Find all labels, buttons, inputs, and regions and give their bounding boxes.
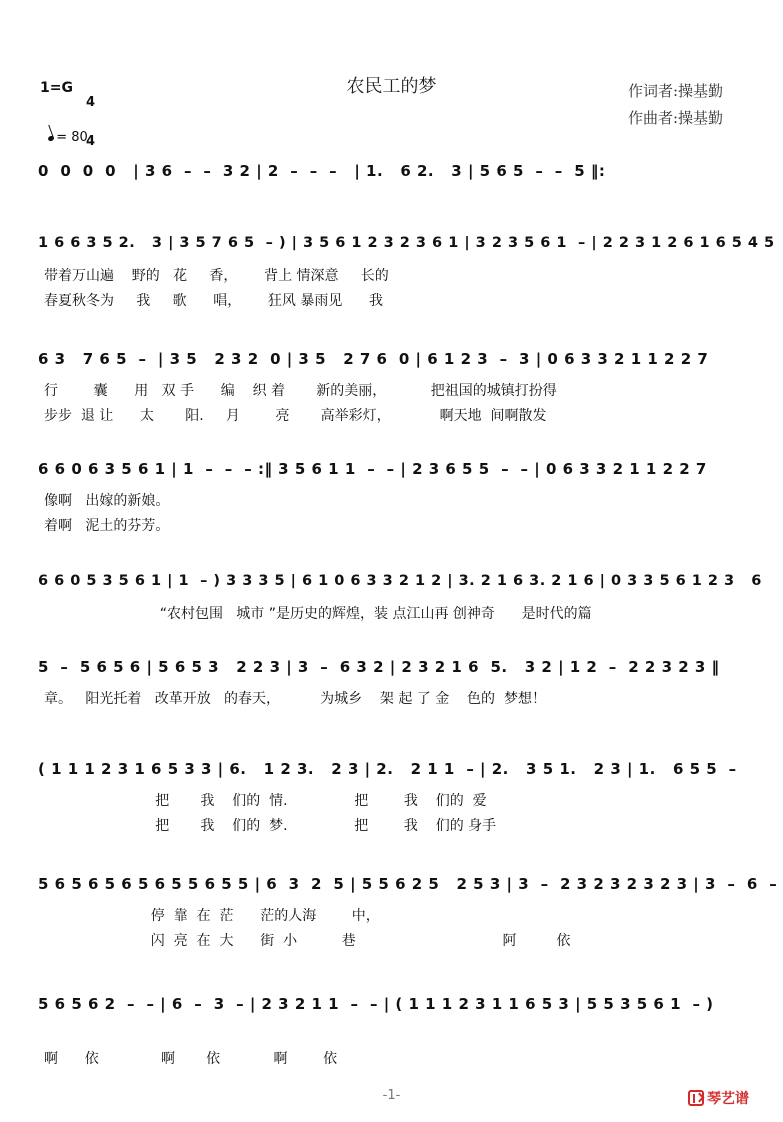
staff-line-4: 6 6 0 6 3 5 6 1 | 1 – – – :‖ 3 5 6 1 1 – – | 2 3 6 5 5 – – | 0 6 3 3 2 1 1 2 2 7 [38, 460, 707, 478]
tempo-value: = 80 [56, 130, 88, 145]
lyric-line: “农村包围 城市 ”是历史的辉煌，装 点江山再 创神奇 是时代的篇 [44, 606, 592, 622]
lyric-line: 停 靠 在 茫 茫的人海 中， [44, 908, 380, 924]
staff-line-8: 5 6 5 6 5 6 5 6 5 5 6 5 5 | 6 3 2 5 | 5 5 6 2 5 2 5 3 | 3 – 2 3 2 3 2 3 2 3 | 3 – 6 – [38, 875, 778, 893]
time-signature-top: 4 [86, 95, 96, 110]
song-title: 农民工的梦 [346, 76, 437, 97]
page-number: -1- [382, 1088, 401, 1103]
lyric-line: 把 我 们的 梦. 把 我 们的 身手 [44, 818, 497, 834]
key-signature: 1=G [40, 80, 73, 96]
lyric-line: 闪 亮 在 大 街 小 巷 阿 依 [44, 933, 571, 949]
staff-line-1: 0 0 0 0 | 3 6 – – 3 2 | 2 – – – | 1. 6 2. 3 | 5 6 5 – – 5 ‖: [38, 162, 606, 180]
time-signature-bottom: 4 [86, 134, 96, 149]
lyric-line: 带着万山遍 野的 花 香， 背上 情深意 长的 [44, 268, 389, 284]
logo-icon [688, 1090, 704, 1106]
lyricist-credit: 作词者:操基勤 [628, 82, 724, 100]
lyric-line: 把 我 们的 情. 把 我 们的 爱 [44, 793, 487, 809]
lyric-line: 春夏秋冬为 我 歌 唱， 狂风 暴雨见 我 [44, 293, 384, 309]
lyric-line: 步步 退 让 太 阳. 月 亮 高举彩灯， 啊天地 间啊散发 [44, 408, 547, 424]
staff-line-6: 5 – 5 6 5 6 | 5 6 5 3 2 2 3 | 3 – 6 3 2 | 2 3 2 1 6 5. 3 2 | 1 2 – 2 2 3 2 3 ‖ [38, 658, 720, 676]
quarter-note-icon [48, 135, 55, 142]
lyric-line: 行 囊 用 双 手 编 织 着 新的美丽， 把祖国的城镇打扮得 [44, 383, 557, 399]
tempo-marking [40, 115, 88, 145]
lyric-line: 啊 依 啊 依 啊 依 [44, 1051, 338, 1067]
staff-line-9: 5 6 5 6 2 – – | 6 – 3 – | 2 3 2 1 1 – – | ( 1 1 1 2 3 1 1 6 5 3 | 5 5 3 5 6 1 – ) [38, 995, 714, 1013]
staff-line-2: 1 6 6 3 5 2. 3 | 3 5 7 6 5 – ) | 3 5 6 1 2 3 2 3 6 1 | 3 2 3 5 6 1 – | 2 2 3 1 2 6 1 6 5 4 5 [38, 235, 775, 251]
lyric-line: 章。 阳光托着 改革开放 的春天， 为城乡 架 起 了 金 色的 梦想！ [44, 691, 546, 707]
composer-credit: 作曲者:操基勤 [628, 109, 724, 127]
lyric-line: 着啊 泥土的芬芳。 [44, 518, 170, 534]
lyric-line: 像啊 出嫁的新娘。 [44, 493, 170, 509]
logo-text: 琴艺谱 [707, 1091, 749, 1107]
staff-line-5: 6 6 0 5 3 5 6 1 | 1 – ) 3 3 3 5 | 6 1 0 6 3 3 2 1 2 | 3. 2 1 6 3. 2 1 6 | 0 3 3 5 6 1 2 3 6 [38, 573, 762, 589]
staff-line-3: 6 3 7 6 5 – | 3 5 2 3 2 0 | 3 5 2 7 6 0 | 6 1 2 3 – 3 | 0 6 3 3 2 1 1 2 2 7 [38, 350, 709, 368]
staff-line-7: ( 1 1 1 2 3 1 6 5 3 3 | 6. 1 2 3. 2 3 | 2. 2 1 1 – | 2. 3 5 1. 2 3 | 1. 6 5 5 – [38, 760, 737, 778]
site-logo [688, 1088, 749, 1108]
